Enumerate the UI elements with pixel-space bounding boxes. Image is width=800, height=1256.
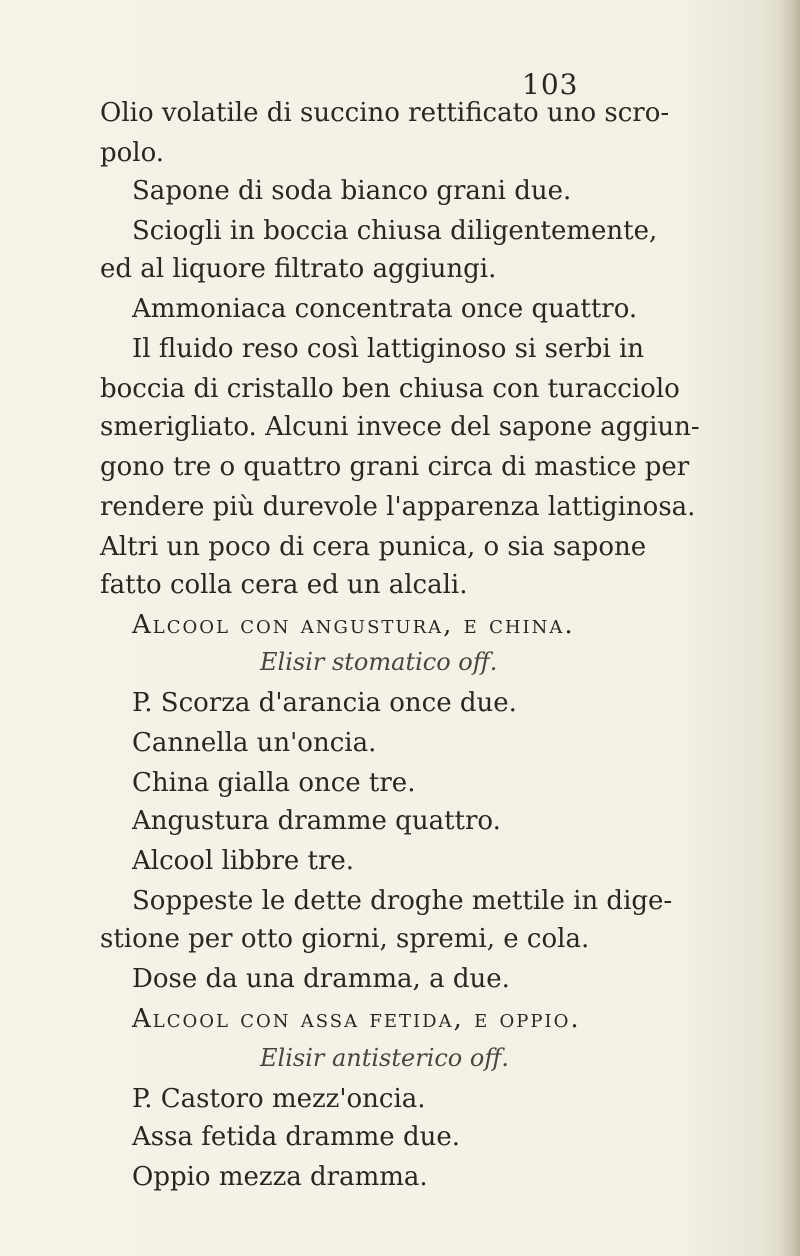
section-heading: Alcool con assa fetida, e oppio.	[132, 1004, 581, 1034]
page-number: 103	[522, 68, 579, 101]
text-line: gono tre o quattro grani circa di mastice per	[100, 452, 690, 482]
text-line: smerigliato. Alcuni invece del sapone aggiun-	[100, 412, 700, 442]
text-line: boccia di cristallo ben chiusa con turacciolo	[100, 374, 680, 404]
recipe-title: Elisir antisterico off.	[260, 1044, 509, 1072]
text-line: P. Castoro mezz'oncia.	[132, 1084, 426, 1114]
text-line: Oppio mezza dramma.	[132, 1162, 428, 1192]
text-line: Alcool libbre tre.	[132, 846, 355, 876]
text-line: Cannella un'oncia.	[132, 728, 377, 758]
text-line: fatto colla cera ed un alcali.	[100, 570, 468, 600]
text-line: Altri un poco di cera punica, o sia sapone	[100, 532, 647, 562]
text-line: P. Scorza d'arancia once due.	[132, 688, 517, 718]
text-line: Ammoniaca concentrata once quattro.	[132, 294, 638, 324]
text-line: Sapone di soda bianco grani due.	[132, 176, 572, 206]
page-edge-shadow	[778, 0, 800, 1256]
text-line: Il fluido reso così lattiginoso si serbi in	[132, 334, 645, 364]
text-line: ed al liquore filtrato aggiungi.	[100, 254, 497, 284]
text-line: Sciogli in boccia chiusa diligentemente,	[132, 216, 658, 246]
section-heading: Alcool con angustura, e china.	[132, 610, 575, 640]
text-line: Olio volatile di succino rettificato uno scro-	[100, 98, 670, 128]
text-line: polo.	[100, 138, 165, 168]
text-line: Dose da una dramma, a due.	[132, 964, 510, 994]
text-line: China gialla once tre.	[132, 768, 416, 798]
text-line: Angustura dramme quattro.	[132, 806, 501, 836]
text-line: rendere più durevole l'apparenza lattiginosa.	[100, 492, 696, 522]
text-line: Soppeste le dette droghe mettile in dige-	[132, 886, 673, 916]
text-line: stione per otto giorni, spremi, e cola.	[100, 924, 590, 954]
recipe-title: Elisir stomatico off.	[260, 648, 498, 676]
text-line: Assa fetida dramme due.	[132, 1122, 460, 1152]
